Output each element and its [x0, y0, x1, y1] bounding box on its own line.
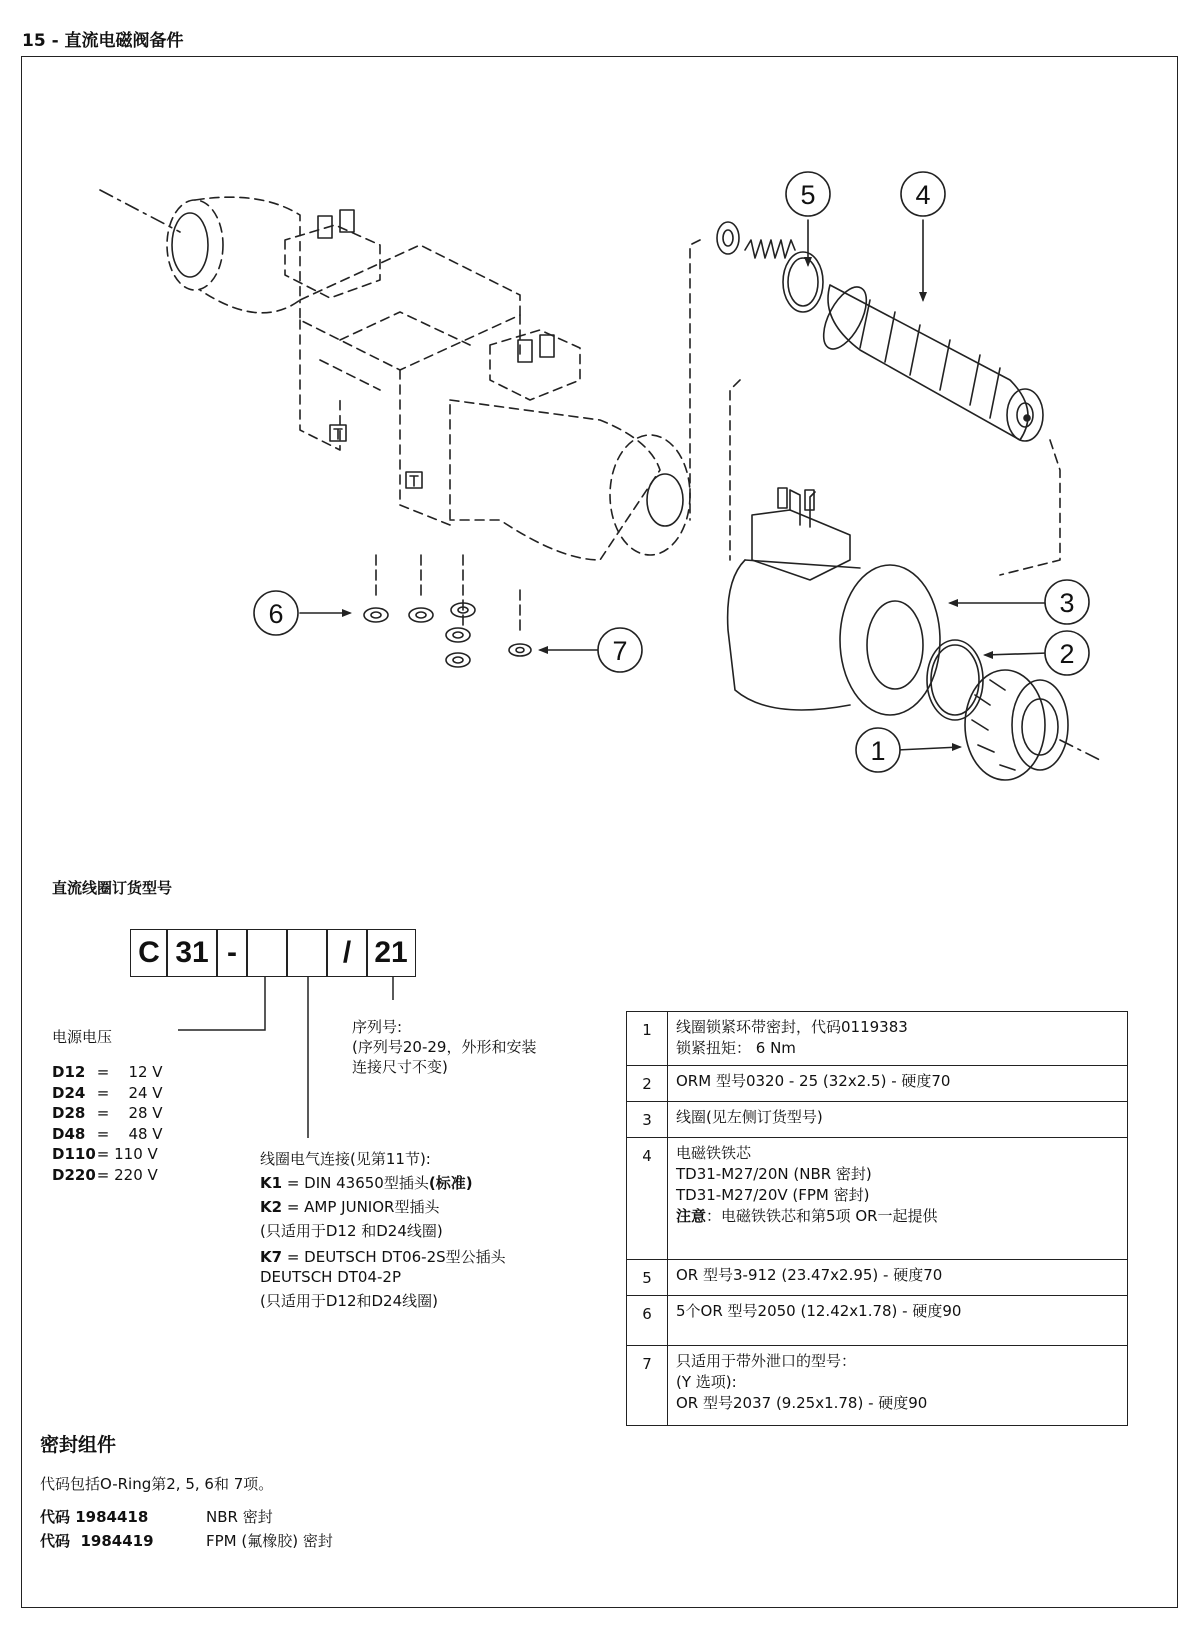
callout-1: 1 [870, 736, 886, 766]
voltage-row: D12 = 12 V [52, 1063, 163, 1081]
table-row: 2 ORM 型号0320 - 25 (32x2.5) - 硬度70 [627, 1066, 1128, 1102]
seal-kit-codes [40, 1505, 333, 1553]
seal-kit-title: 密封组件 [40, 1434, 117, 1456]
voltage-row: D28 = 28 V [52, 1104, 163, 1123]
connection-options: 线圈电气连接(见第11节): K1 = DIN 43650型插头(标准) K2 = AMP JUNIOR型插头 (只适用于D12 和D24线圈) K7 = DEUTSCH DT06-2S型公插头 DEUTSCH DT04-2P (只适用于D12和D24线圈) [260, 1150, 506, 1310]
page-header: 15 - 直流电磁阀备件 [22, 31, 184, 51]
table-row: 6 5个OR 型号2050 (12.42x1.78) - 硬度90 [627, 1296, 1128, 1346]
callout-6: 6 [268, 599, 284, 629]
code-box-slash: / [326, 929, 368, 977]
code-box-c: C [130, 929, 168, 977]
serial-note: 序列号: (序列号20-29，外形和安装 连接尺寸不变) [352, 1018, 537, 1076]
table-row: 3 线圈(见左侧订货型号) [627, 1102, 1128, 1138]
parts-table [626, 1011, 1128, 1426]
table-row: 7 只适用于带外泄口的型号： (Y 选项): OR 型号2037 (9.25x1.78) - 硬度90 [627, 1346, 1128, 1426]
voltage-row: D220 = 220 V [52, 1165, 158, 1184]
code-box-31: 31 [166, 929, 218, 977]
code-box-21: 21 [366, 929, 416, 977]
code-box-connection [286, 929, 328, 977]
callout-3: 3 [1059, 588, 1075, 618]
callout-5: 5 [800, 180, 816, 210]
table-row: 4 电磁铁铁芯 TD31-M27/20N (NBR 密封) TD31-M27/20V (FPM 密封) 注意：电磁铁铁芯和第5项 OR一起提供 [627, 1138, 1128, 1260]
code-box-dash: - [216, 929, 248, 977]
seal-kit-row: 代码 1984418 NBR 密封 [40, 1508, 273, 1526]
seal-kit-row: 代码 1984419 FPM (氟橡胶) 密封 [40, 1532, 333, 1550]
seal-kit-desc: 代码包括O-Ring第2, 5, 6和 7项。 [40, 1475, 274, 1493]
callout-4: 4 [915, 180, 931, 210]
callout-2: 2 [1059, 639, 1075, 669]
voltage-row: D48 = 48 V [52, 1124, 163, 1143]
table-row: 5 OR 型号3-912 (23.47x2.95) - 硬度70 [627, 1260, 1128, 1296]
voltage-row: D24 = 24 V [52, 1083, 163, 1102]
table-row: 1 线圈锁紧环带密封，代码0119383 锁紧扭矩： 6 Nm [627, 1012, 1128, 1066]
order-code-title: 直流线圈订货型号 [52, 879, 173, 897]
voltage-row: D110 = 110 V [52, 1145, 158, 1164]
code-box-voltage [246, 929, 288, 977]
voltage-label: 电源电压 [52, 1028, 113, 1046]
callout-7: 7 [612, 636, 628, 666]
voltage-list [52, 1062, 163, 1186]
